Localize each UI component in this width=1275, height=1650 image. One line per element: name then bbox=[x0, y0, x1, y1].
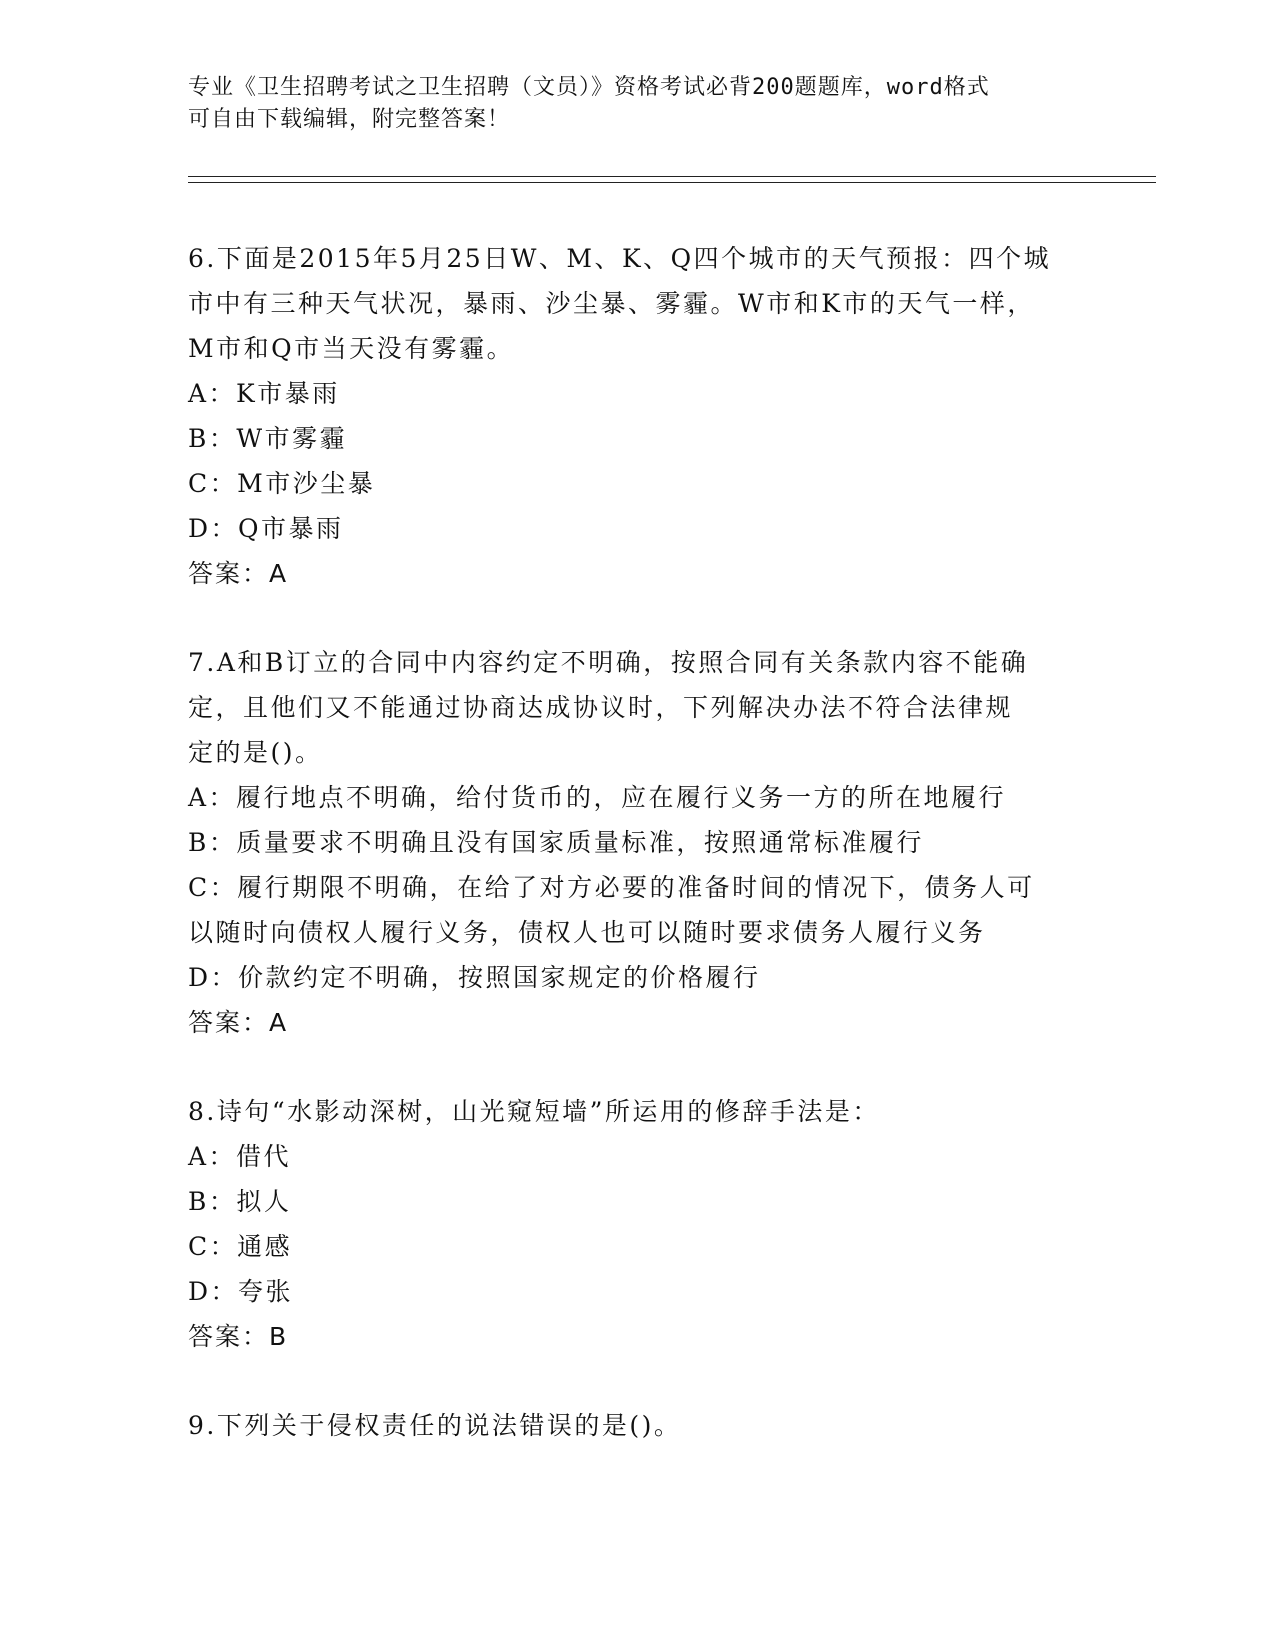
question-text-line: M市和Q市当天没有雾霾。 bbox=[188, 334, 515, 363]
answer-label: 答案：A bbox=[188, 559, 289, 588]
question-text-line: 7.A和B订立的合同中内容约定不明确，按照合同有关条款内容不能确 bbox=[188, 648, 1029, 677]
option-a: A：借代 bbox=[188, 1142, 292, 1171]
option-a: A：履行地点不明确，给付货币的，应在履行义务一方的所在地履行 bbox=[188, 783, 1007, 812]
option-d: D：Q市暴雨 bbox=[188, 514, 344, 543]
question-list bbox=[188, 236, 1148, 1492]
question-text-line: 市中有三种天气状况，暴雨、沙尘暴、雾霾。W市和K市的天气一样， bbox=[188, 289, 1035, 318]
document-header bbox=[188, 72, 1068, 136]
header-divider-bottom bbox=[188, 182, 1156, 183]
question-text-line: 9.下列关于侵权责任的说法错误的是()。 bbox=[188, 1411, 682, 1440]
option-b: B：拟人 bbox=[188, 1187, 292, 1216]
question-text-line: 8.诗句“水影动深树，山光窥短墙”所运用的修辞手法是： bbox=[188, 1097, 880, 1126]
answer-label: 答案：B bbox=[188, 1322, 289, 1351]
option-b: B：W市雾霾 bbox=[188, 424, 348, 453]
header-divider-top bbox=[188, 176, 1156, 177]
option-c: C：通感 bbox=[188, 1232, 293, 1261]
option-d: D：价款约定不明确，按照国家规定的价格履行 bbox=[188, 963, 761, 992]
header-line-2: 可自由下载编辑，附完整答案！ bbox=[188, 107, 511, 132]
question-text-line: 定，且他们又不能通过协商达成协议时，下列解决办法不符合法律规 bbox=[188, 693, 1014, 722]
option-d: D：夸张 bbox=[188, 1277, 294, 1306]
option-c-continued: 以随时向债权人履行义务，债权人也可以随时要求债务人履行义务 bbox=[188, 918, 986, 947]
question-text-line: 6.下面是2015年5月25日W、M、K、Q四个城市的天气预报：四个城 bbox=[188, 244, 1052, 273]
option-c: C：M市沙尘暴 bbox=[188, 469, 376, 498]
answer-label: 答案：A bbox=[188, 1008, 289, 1037]
option-c: C：履行期限不明确，在给了对方必要的准备时间的情况下，债务人可 bbox=[188, 873, 1035, 902]
question-9 bbox=[188, 1403, 1148, 1448]
option-a: A：K市暴雨 bbox=[188, 379, 340, 408]
question-8 bbox=[188, 1089, 1148, 1359]
question-6 bbox=[188, 236, 1148, 596]
header-line-1: 专业《卫生招聘考试之卫生招聘（文员）》资格考试必背200题题库，word格式 bbox=[188, 75, 990, 100]
question-7 bbox=[188, 640, 1148, 1045]
question-text-line: 定的是()。 bbox=[188, 738, 323, 767]
option-b: B：质量要求不明确且没有国家质量标准，按照通常标准履行 bbox=[188, 828, 924, 857]
